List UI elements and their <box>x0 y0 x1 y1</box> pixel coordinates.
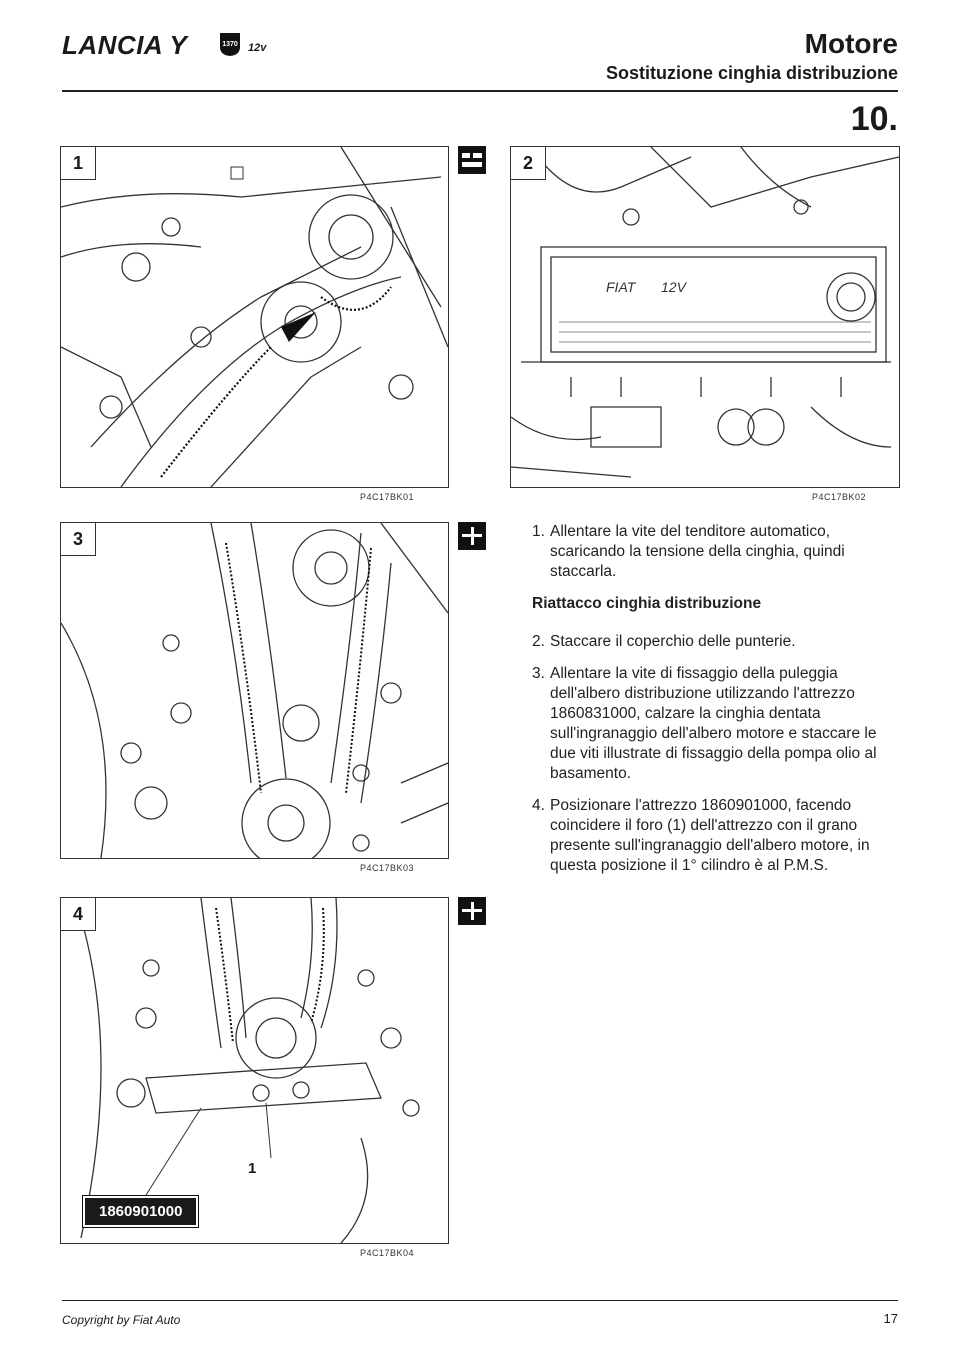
figure-2-marker-icon <box>458 146 486 174</box>
step-2: 2. Staccare il coperchio delle punterie. <box>532 633 796 650</box>
svg-text:1370: 1370 <box>222 41 238 48</box>
svg-text:FIAT: FIAT <box>606 279 636 295</box>
figure-4-callout: 1 <box>248 1160 257 1177</box>
figure-3-code: P4C17BK03 <box>360 863 415 873</box>
figure-2-code: P4C17BK02 <box>812 492 867 502</box>
figure-3-number: 3 <box>61 523 96 556</box>
engine-variant: 12v <box>248 42 267 54</box>
section-number: 10. <box>850 100 898 138</box>
section-subtitle: Sostituzione cinghia distribuzione <box>605 63 898 83</box>
reattach-heading: Riattacco cinghia distribuzione <box>532 595 762 612</box>
figure-3 <box>60 522 449 859</box>
figure-3-illustration <box>61 523 448 858</box>
step-1: 1. Allentare la vite del tenditore automatico, scaricando la tensione della cinghia, quindi staccarla. <box>532 523 845 580</box>
section-title: Motore <box>804 28 898 59</box>
figure-1-number: 1 <box>61 147 96 180</box>
figure-1-illustration <box>61 147 448 487</box>
tool-code-label: 1860901000 <box>83 1196 198 1227</box>
figure-2-number: 2 <box>511 147 546 180</box>
figure-2 <box>510 146 900 488</box>
figure-2-illustration <box>511 147 899 487</box>
svg-text:12V: 12V <box>661 279 686 295</box>
lancia-badge-icon <box>217 31 243 57</box>
figure-3-marker-icon <box>458 522 486 550</box>
brand-title: LANCIA Y <box>62 30 188 60</box>
figure-1-code: P4C17BK01 <box>360 492 415 502</box>
figure-4-marker-icon <box>458 897 486 925</box>
page-number: 17 <box>883 1311 898 1326</box>
figure-4 <box>60 897 449 1244</box>
figure-4-illustration <box>61 898 448 1243</box>
header-rule <box>62 90 898 92</box>
copyright-notice: Copyright by Fiat Auto <box>62 1313 181 1327</box>
step-3: 3. Allentare la vite di fissaggio della puleggia dell'albero distribuzione utilizzando l'attrezzo 1860831000, calzare la cinghia dentata sull'ingranaggio dell'albero motore e staccare le due viti illustrate di fissaggio della pompa olio al basamento. <box>532 665 877 782</box>
figure-4-code: P4C17BK04 <box>360 1248 415 1258</box>
step-4: 4. Posizionare l'attrezzo 1860901000, facendo coincidere il foro (1) dell'attrezzo con il grano presente sull'ingranaggio dell'albero motore, in questa posizione il 1° cilindro è al P.M.S. <box>532 797 870 874</box>
footer-rule <box>62 1300 898 1301</box>
figure-1 <box>60 146 449 488</box>
procedure-text <box>532 522 900 888</box>
figure-4-number: 4 <box>61 898 96 931</box>
